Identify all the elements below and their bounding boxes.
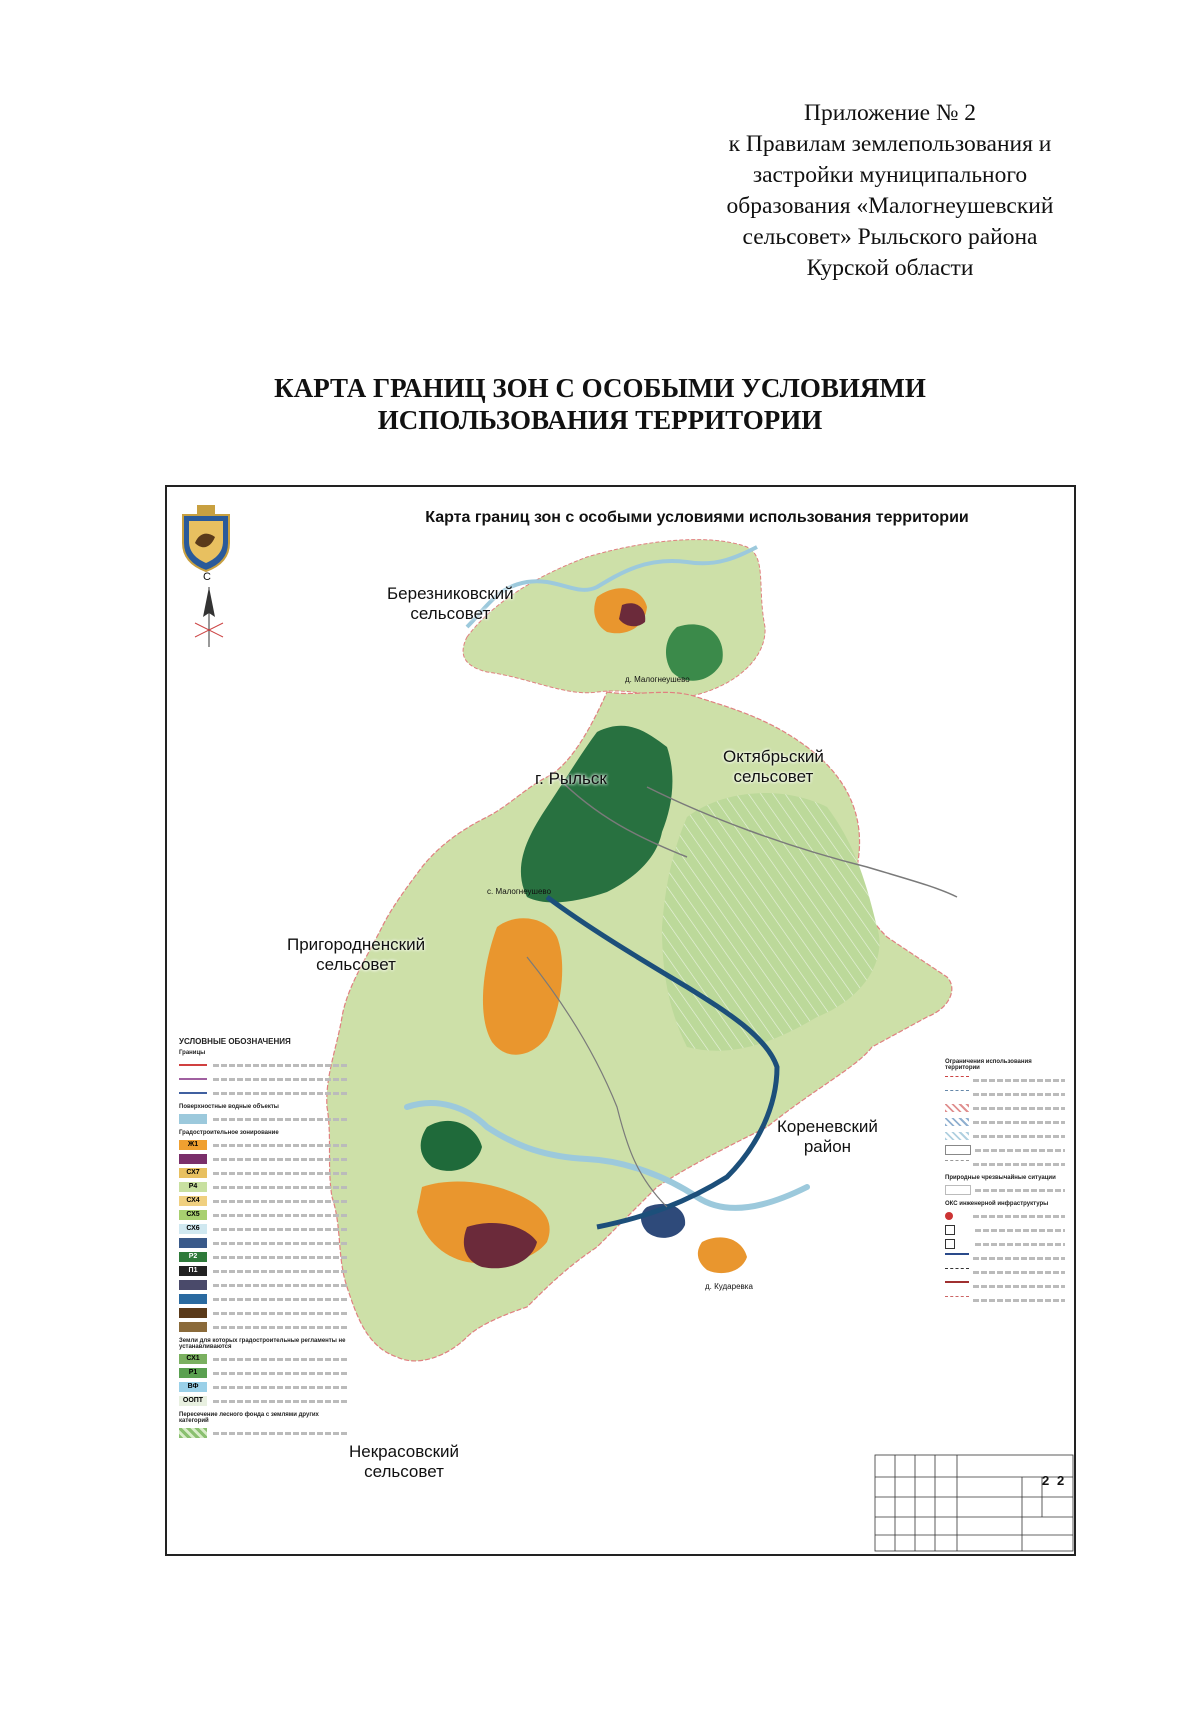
legend-row [945,1073,1065,1087]
legend-zone-row [179,1250,349,1264]
appendix-block [620,98,1160,284]
document-title [0,372,1200,436]
legend-zone-row [179,1292,349,1306]
legend-zone-row [179,1138,349,1152]
map-title: Карта границ зон с особыми условиями использования территории [425,509,969,526]
legend-zone-row [179,1152,349,1166]
legend-zone-row [179,1278,349,1292]
legend-row [945,1101,1065,1115]
legend-zone-swatch: СХ1 [179,1354,207,1364]
legend-row [945,1129,1065,1143]
sheet-number: 2 [1042,1473,1050,1488]
legend-section: Границы [179,1050,206,1056]
legend-zone-swatch: Ж1 [179,1140,207,1150]
legend-zone-swatch [179,1238,207,1248]
legend-section: Земли для которых градостроительные регламенты не устанавливаются [179,1338,346,1350]
legend-row [179,1426,349,1440]
legend-row [945,1157,1065,1171]
appendix-line: к Правилам землепользования и [728,131,1052,157]
legend-row [179,1112,349,1126]
legend-zone-row [179,1264,349,1278]
legend-right [945,1055,1065,1307]
region-label-oktyabrsky: Октябрьский сельсовет [723,747,824,786]
legend-row [179,1058,349,1072]
legend-row [945,1251,1065,1265]
legend-zone-list [179,1352,349,1408]
legend-zone-row [179,1166,349,1180]
legend-row [179,1072,349,1086]
title-block [875,1455,1073,1551]
legend-zone-row [179,1194,349,1208]
village-label: с. Малогнеушево [487,887,552,896]
legend-zone-row [179,1352,349,1366]
legend-zone-swatch [179,1322,207,1332]
legend-zone-row [179,1366,349,1380]
legend-zone-swatch: СХ5 [179,1210,207,1220]
document-title-line: КАРТА ГРАНИЦ ЗОН С ОСОБЫМИ УСЛОВИЯМИ [274,373,926,403]
legend-zone-swatch: Р1 [179,1368,207,1378]
map-sheet [165,485,1076,1556]
legend-zone-swatch: ООПТ [179,1396,207,1406]
appendix-line: сельсовет» Рыльского района [742,224,1038,250]
sheet-count: 2 [1057,1473,1065,1488]
legend-row [945,1183,1065,1197]
legend-zone-swatch: П1 [179,1266,207,1276]
legend-zone-swatch: СХ7 [179,1168,207,1178]
region-label-bereznikovsky: Березниковский сельсовет [387,584,514,623]
region-label-korenevsky: Кореневский район [777,1117,878,1156]
legend-zone-swatch: СХ4 [179,1196,207,1206]
legend-zone-swatch [179,1154,207,1164]
appendix-line: застройки муниципального [752,162,1028,188]
legend-zone-list [179,1138,349,1334]
legend-zone-row [179,1236,349,1250]
coat-of-arms-icon [177,503,235,573]
region-label-prigorodnensky: Пригородненский сельсовет [287,935,426,974]
legend-zone-swatch: Р2 [179,1252,207,1262]
appendix-line: Курской области [806,255,974,281]
legend-section: Ограничения использования территории [945,1059,1032,1071]
legend-zone-row [179,1180,349,1194]
legend-row [945,1087,1065,1101]
legend-section: Градостроительное зонирование [179,1130,279,1136]
legend-section: Природные чрезвычайные ситуации [945,1175,1056,1181]
legend [179,1037,349,1440]
village-label: д. Кударевка [705,1282,753,1291]
legend-section: Пересечение лесного фонда с землями других категорий [179,1412,319,1424]
legend-zone-swatch [179,1308,207,1318]
region-label-rylsk: г. Рыльск [535,769,607,788]
appendix-line: образования «Малогнеушевский [726,193,1054,219]
legend-row [945,1115,1065,1129]
legend-zone-row [179,1208,349,1222]
legend-row [945,1265,1065,1279]
legend-zone-row [179,1394,349,1408]
region-label-nekrasovsky: Некрасовский сельсовет [349,1442,459,1481]
legend-zone-swatch [179,1294,207,1304]
legend-section: Поверхностные водные объекты [179,1104,279,1110]
legend-section: ОКС инженерной инфраструктуры [945,1201,1049,1207]
legend-row [945,1293,1065,1307]
legend-zone-swatch: Р4 [179,1182,207,1192]
legend-row [945,1223,1065,1237]
legend-zone-row [179,1222,349,1236]
residential-kudarevka [698,1237,747,1273]
legend-row [945,1209,1065,1223]
north-arrow-icon [189,571,229,649]
north-letter: С [203,571,211,583]
legend-zone-swatch: ВФ [179,1382,207,1392]
legend-row [945,1143,1065,1157]
legend-zone-row [179,1306,349,1320]
legend-zone-row [179,1320,349,1334]
legend-zone-swatch: СХ6 [179,1224,207,1234]
legend-row [945,1279,1065,1293]
village-label: д. Малогнеушево [625,675,690,684]
legend-row [945,1237,1065,1251]
legend-heading: УСЛОВНЫЕ ОБОЗНАЧЕНИЯ [179,1037,291,1046]
appendix-line: Приложение № 2 [803,100,977,126]
document-title-line: ИСПОЛЬЗОВАНИЯ ТЕРРИТОРИИ [377,405,823,435]
legend-zone-swatch [179,1280,207,1290]
legend-zone-row [179,1380,349,1394]
legend-row [179,1086,349,1100]
